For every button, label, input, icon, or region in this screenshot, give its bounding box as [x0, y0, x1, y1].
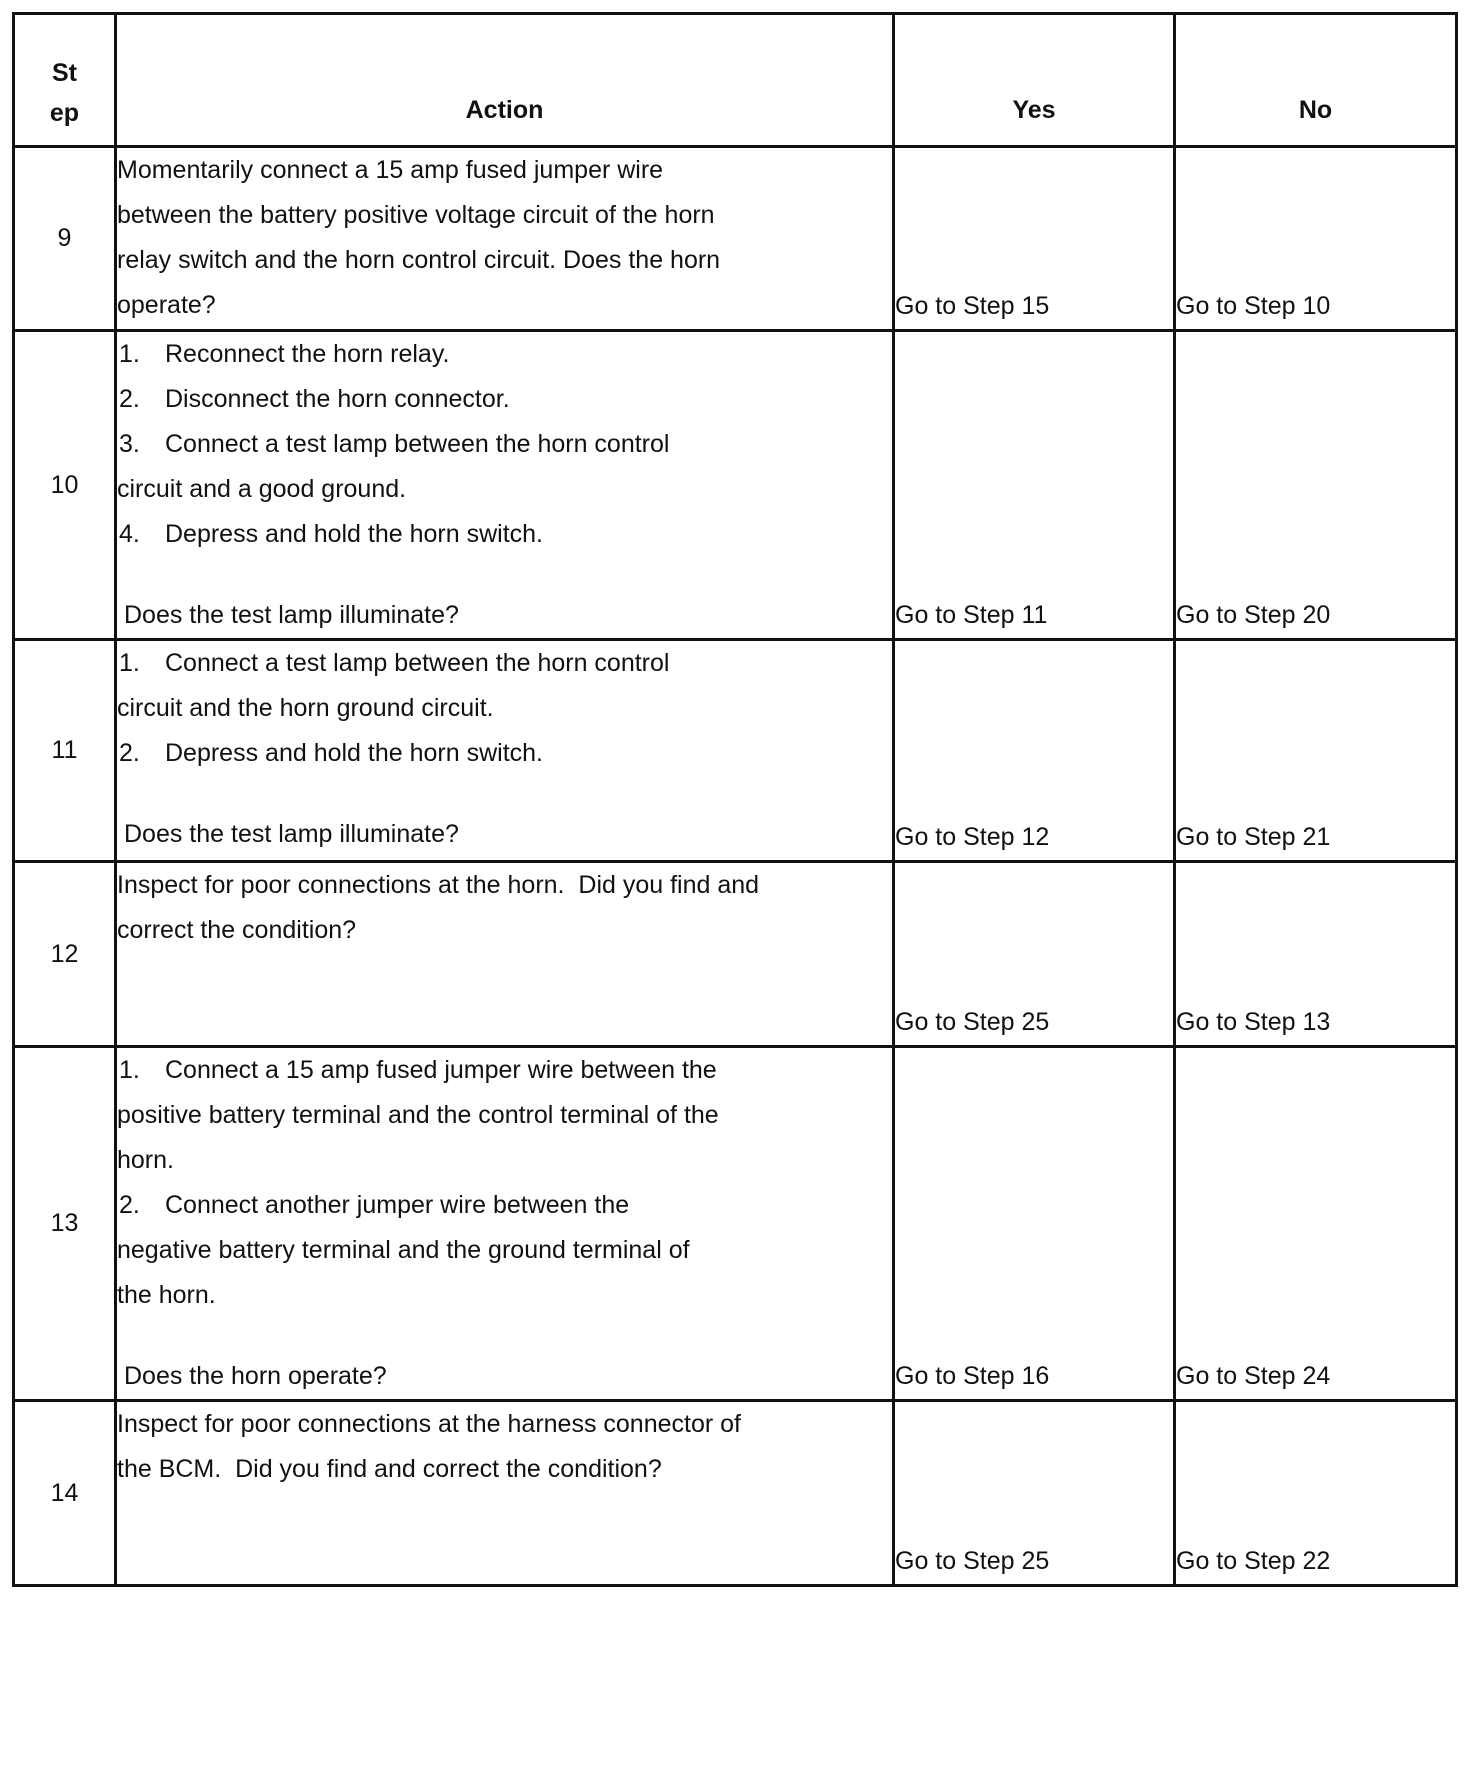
- item-text: Depress and hold the horn switch.: [165, 739, 543, 767]
- action-cell: [116, 1401, 894, 1586]
- item-text: Reconnect the horn relay.: [165, 340, 450, 368]
- action-question: Does the horn operate?: [124, 1362, 387, 1390]
- action-cell: [116, 640, 894, 862]
- action-item: [117, 332, 892, 377]
- item-number: 1.: [119, 340, 140, 368]
- action-item: [117, 641, 892, 686]
- no-result: Go to Step 22: [1175, 1401, 1457, 1586]
- step-column-header: [14, 14, 116, 147]
- item-number: 2.: [119, 1191, 140, 1219]
- action-item: [117, 422, 892, 467]
- diagnostic-table-sheet: [12, 12, 1458, 1587]
- item-number: 1.: [119, 649, 140, 677]
- item-number: 1.: [119, 1056, 140, 1084]
- yes-result: Go to Step 15: [894, 147, 1175, 331]
- step-number: 9: [14, 147, 116, 331]
- action-line: operate?: [117, 291, 216, 319]
- yes-result: Go to Step 25: [894, 1401, 1175, 1586]
- action-line: between the battery positive voltage circuit of the horn: [117, 201, 715, 229]
- item-continuation: circuit and a good ground.: [117, 475, 407, 503]
- item-number: 2.: [119, 739, 140, 767]
- step-number: 14: [14, 1401, 116, 1586]
- action-question: Does the test lamp illuminate?: [124, 601, 459, 629]
- action-line: correct the condition?: [117, 916, 357, 944]
- no-column-header: No: [1175, 14, 1457, 147]
- table-row: [14, 1401, 1457, 1586]
- table-row: [14, 862, 1457, 1047]
- action-item: [117, 1183, 892, 1228]
- step-number: 13: [14, 1047, 116, 1401]
- action-item: [117, 512, 892, 557]
- step-header-line-2: ep: [49, 99, 80, 127]
- action-cell: [116, 862, 894, 1047]
- action-item: [117, 377, 892, 422]
- item-number: 4.: [119, 520, 140, 548]
- header-row: [14, 14, 1457, 147]
- action-column-header: Action: [116, 14, 894, 147]
- no-result: Go to Step 20: [1175, 331, 1457, 640]
- yes-result: Go to Step 16: [894, 1047, 1175, 1401]
- table-row: [14, 640, 1457, 862]
- action-line: Inspect for poor connections at the harness connector of: [117, 1410, 741, 1438]
- step-header-line-1: St: [52, 59, 77, 87]
- item-text: Disconnect the horn connector.: [165, 385, 510, 413]
- no-result: Go to Step 10: [1175, 147, 1457, 331]
- table-row: [14, 147, 1457, 331]
- action-item: [117, 731, 892, 776]
- item-continuation: the horn.: [117, 1281, 216, 1309]
- item-continuation: positive battery terminal and the control terminal of the: [117, 1101, 719, 1129]
- item-number: 3.: [119, 430, 140, 458]
- step-number: 12: [14, 862, 116, 1047]
- yes-result: Go to Step 12: [894, 640, 1175, 862]
- action-item: [117, 1048, 892, 1093]
- action-question: Does the test lamp illuminate?: [124, 820, 459, 848]
- item-number: 2.: [119, 385, 140, 413]
- action-line: Inspect for poor connections at the horn. Did you find and: [117, 871, 760, 899]
- action-line: Momentarily connect a 15 amp fused jumper wire: [117, 156, 664, 184]
- diagnostic-steps-table: [12, 12, 1458, 1587]
- yes-result: Go to Step 11: [894, 331, 1175, 640]
- item-continuation: horn.: [117, 1146, 174, 1174]
- action-cell: [116, 331, 894, 640]
- item-text: Depress and hold the horn switch.: [165, 520, 543, 548]
- action-cell: [116, 1047, 894, 1401]
- item-text: Connect another jumper wire between the: [165, 1191, 630, 1219]
- no-result: Go to Step 24: [1175, 1047, 1457, 1401]
- item-text: Connect a test lamp between the horn control: [165, 430, 670, 458]
- table-row: [14, 1047, 1457, 1401]
- item-text: Connect a test lamp between the horn control: [165, 649, 670, 677]
- action-line: relay switch and the horn control circuit. Does the horn: [117, 246, 721, 274]
- action-cell: [116, 147, 894, 331]
- yes-result: Go to Step 25: [894, 862, 1175, 1047]
- no-result: Go to Step 21: [1175, 640, 1457, 862]
- item-continuation: circuit and the horn ground circuit.: [117, 694, 494, 722]
- no-result: Go to Step 13: [1175, 862, 1457, 1047]
- spacer: [117, 557, 892, 593]
- step-number: 11: [14, 640, 116, 862]
- spacer: [117, 776, 892, 812]
- yes-column-header: Yes: [894, 14, 1175, 147]
- action-line: the BCM. Did you find and correct the condition?: [117, 1455, 662, 1483]
- step-number: 10: [14, 331, 116, 640]
- item-text: Connect a 15 amp fused jumper wire between the: [165, 1056, 717, 1084]
- item-continuation: negative battery terminal and the ground terminal of: [117, 1236, 690, 1264]
- table-row: [14, 331, 1457, 640]
- spacer: [117, 1318, 892, 1354]
